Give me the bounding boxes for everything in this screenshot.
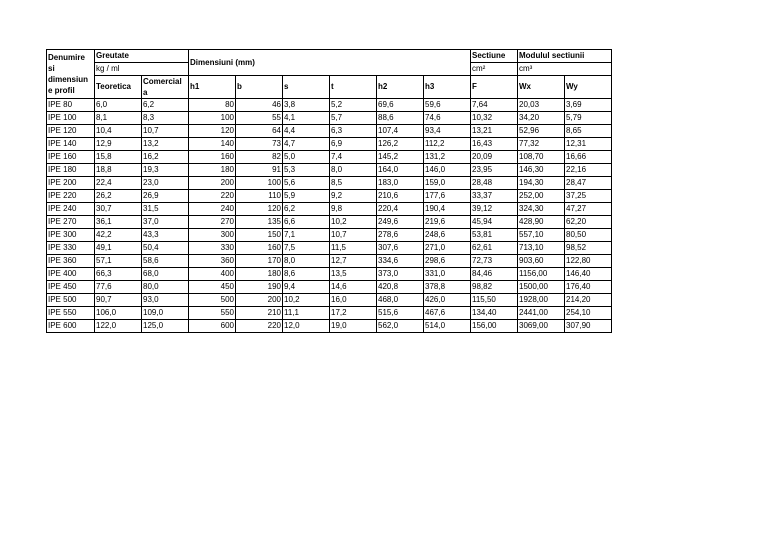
- table-cell: 15,8: [95, 151, 142, 164]
- table-cell: 80,0: [142, 281, 189, 294]
- table-cell: 100: [236, 177, 283, 190]
- table-cell: 220,4: [377, 203, 424, 216]
- table-cell: 59,6: [424, 99, 471, 112]
- table-cell: 68,0: [142, 268, 189, 281]
- table-cell: 3069,00: [518, 320, 565, 333]
- table-cell: 514,0: [424, 320, 471, 333]
- table-cell: 16,43: [471, 138, 518, 151]
- table-row: [47, 216, 612, 229]
- table-cell: 159,0: [424, 177, 471, 190]
- table-cell: 183,0: [377, 177, 424, 190]
- table-cell: IPE 400: [47, 268, 95, 281]
- table-cell: 7,64: [471, 99, 518, 112]
- table-cell: 112,2: [424, 138, 471, 151]
- table-row: [47, 203, 612, 216]
- table-cell: 450: [189, 281, 236, 294]
- table-cell: 12,9: [95, 138, 142, 151]
- table-cell: 73: [236, 138, 283, 151]
- table-cell: 80,50: [565, 229, 612, 242]
- table-cell: 36,1: [95, 216, 142, 229]
- table-row: [47, 242, 612, 255]
- table-cell: 331,0: [424, 268, 471, 281]
- table-cell: 177,6: [424, 190, 471, 203]
- table-cell: 13,2: [142, 138, 189, 151]
- table-cell: 468,0: [377, 294, 424, 307]
- table-cell: IPE 600: [47, 320, 95, 333]
- table-cell: 16,66: [565, 151, 612, 164]
- table-cell: 8,0: [330, 164, 377, 177]
- table-row: [47, 164, 612, 177]
- table-cell: 11,1: [283, 307, 330, 320]
- table-cell: 134,40: [471, 307, 518, 320]
- table-cell: 467,6: [424, 307, 471, 320]
- table-cell: 12,7: [330, 255, 377, 268]
- table-cell: 9,2: [330, 190, 377, 203]
- table-cell: 115,50: [471, 294, 518, 307]
- table-cell: 4,1: [283, 112, 330, 125]
- table-cell: 6,0: [95, 99, 142, 112]
- table-cell: 45,94: [471, 216, 518, 229]
- table-cell: IPE 300: [47, 229, 95, 242]
- table-cell: 10,4: [95, 125, 142, 138]
- table-cell: 220: [236, 320, 283, 333]
- table-cell: 43,3: [142, 229, 189, 242]
- header-F: F: [471, 76, 518, 99]
- table-cell: 249,6: [377, 216, 424, 229]
- table-cell: 515,6: [377, 307, 424, 320]
- table-cell: 31,5: [142, 203, 189, 216]
- table-cell: 11,5: [330, 242, 377, 255]
- table-cell: 14,6: [330, 281, 377, 294]
- table-cell: 4,4: [283, 125, 330, 138]
- header-greutate: Greutate: [95, 50, 189, 63]
- table-cell: 557,10: [518, 229, 565, 242]
- table-cell: 5,3: [283, 164, 330, 177]
- table-cell: IPE 140: [47, 138, 95, 151]
- table-cell: IPE 220: [47, 190, 95, 203]
- table-cell: 210: [236, 307, 283, 320]
- table-cell: 140: [189, 138, 236, 151]
- table-cell: 160: [236, 242, 283, 255]
- table-cell: 5,9: [283, 190, 330, 203]
- table-cell: 5,0: [283, 151, 330, 164]
- table-cell: 1928,00: [518, 294, 565, 307]
- table-cell: 57,1: [95, 255, 142, 268]
- table-cell: 4,7: [283, 138, 330, 151]
- table-cell: 23,95: [471, 164, 518, 177]
- table-cell: 6,6: [283, 216, 330, 229]
- table-cell: IPE 270: [47, 216, 95, 229]
- table-cell: IPE 330: [47, 242, 95, 255]
- table-cell: 53,81: [471, 229, 518, 242]
- table-cell: 88,6: [377, 112, 424, 125]
- table-cell: 330: [189, 242, 236, 255]
- table-cell: 91: [236, 164, 283, 177]
- table-row: [47, 281, 612, 294]
- table-cell: 77,6: [95, 281, 142, 294]
- table-row: [47, 125, 612, 138]
- header-h2: h2: [377, 76, 424, 99]
- header-modulul: Modulul sectiunii: [518, 50, 612, 63]
- table-cell: 12,0: [283, 320, 330, 333]
- table-cell: IPE 160: [47, 151, 95, 164]
- table-cell: 120: [189, 125, 236, 138]
- table-cell: 84,46: [471, 268, 518, 281]
- table-cell: 30,7: [95, 203, 142, 216]
- table-cell: 146,0: [424, 164, 471, 177]
- table-cell: 10,2: [283, 294, 330, 307]
- table-cell: 17,2: [330, 307, 377, 320]
- header-greutate-unit: kg / ml: [95, 63, 189, 76]
- table-cell: 5,2: [330, 99, 377, 112]
- table-cell: 1500,00: [518, 281, 565, 294]
- table-cell: 600: [189, 320, 236, 333]
- table-cell: 271,0: [424, 242, 471, 255]
- header-h1: h1: [189, 76, 236, 99]
- table-cell: 62,20: [565, 216, 612, 229]
- table-cell: IPE 240: [47, 203, 95, 216]
- table-cell: 52,96: [518, 125, 565, 138]
- table-cell: 93,0: [142, 294, 189, 307]
- table-cell: 120: [236, 203, 283, 216]
- table-cell: 6,2: [283, 203, 330, 216]
- header-sectiune: Sectiune: [471, 50, 518, 63]
- table-cell: IPE 450: [47, 281, 95, 294]
- table-cell: 50,4: [142, 242, 189, 255]
- table-row: [47, 320, 612, 333]
- table-cell: 550: [189, 307, 236, 320]
- table-cell: 10,32: [471, 112, 518, 125]
- table-cell: 252,00: [518, 190, 565, 203]
- table-cell: 8,3: [142, 112, 189, 125]
- table-cell: 106,0: [95, 307, 142, 320]
- header-teoretica: Teoretica: [95, 76, 142, 99]
- table-cell: 10,7: [142, 125, 189, 138]
- table-cell: 72,73: [471, 255, 518, 268]
- table-cell: 6,9: [330, 138, 377, 151]
- table-cell: 12,31: [565, 138, 612, 151]
- table-cell: 23,0: [142, 177, 189, 190]
- table-cell: 26,9: [142, 190, 189, 203]
- header-sectiune-unit: cm²: [471, 63, 518, 76]
- table-cell: 200: [236, 294, 283, 307]
- table-cell: 2441,00: [518, 307, 565, 320]
- table-cell: 125,0: [142, 320, 189, 333]
- table-cell: 28,47: [565, 177, 612, 190]
- table-cell: 135: [236, 216, 283, 229]
- table-cell: 164,0: [377, 164, 424, 177]
- table-cell: 713,10: [518, 242, 565, 255]
- table-cell: 150: [236, 229, 283, 242]
- table-cell: 20,03: [518, 99, 565, 112]
- table-cell: 160: [189, 151, 236, 164]
- table-cell: 180: [189, 164, 236, 177]
- header-row-1: [47, 50, 612, 63]
- table-cell: 10,2: [330, 216, 377, 229]
- header-denumire: Denumire si dimensiun e profil: [47, 50, 95, 99]
- table-cell: 210,6: [377, 190, 424, 203]
- table-cell: 8,0: [283, 255, 330, 268]
- table-cell: 22,16: [565, 164, 612, 177]
- header-row-3: [47, 76, 612, 99]
- table-cell: 77,32: [518, 138, 565, 151]
- table-cell: 426,0: [424, 294, 471, 307]
- table-cell: 110: [236, 190, 283, 203]
- table-cell: 8,6: [283, 268, 330, 281]
- table-cell: 254,10: [565, 307, 612, 320]
- table-cell: 278,6: [377, 229, 424, 242]
- table-cell: 373,0: [377, 268, 424, 281]
- table-cell: 33,37: [471, 190, 518, 203]
- table-cell: 240: [189, 203, 236, 216]
- table-cell: IPE 360: [47, 255, 95, 268]
- table-cell: 1156,00: [518, 268, 565, 281]
- table-cell: 100: [189, 112, 236, 125]
- table-cell: 5,7: [330, 112, 377, 125]
- table-row: [47, 255, 612, 268]
- table-cell: 93,4: [424, 125, 471, 138]
- table-row: [47, 229, 612, 242]
- table-cell: 10,7: [330, 229, 377, 242]
- table-cell: 18,8: [95, 164, 142, 177]
- table-cell: 420,8: [377, 281, 424, 294]
- table-cell: 13,5: [330, 268, 377, 281]
- table-cell: 5,6: [283, 177, 330, 190]
- header-modulul-unit: cm³: [518, 63, 612, 76]
- header-h3: h3: [424, 76, 471, 99]
- table-row: [47, 294, 612, 307]
- table-cell: 7,1: [283, 229, 330, 242]
- table-cell: 20,09: [471, 151, 518, 164]
- table-cell: 98,52: [565, 242, 612, 255]
- header-comerciala: Comercial a: [142, 76, 189, 99]
- table-cell: 13,21: [471, 125, 518, 138]
- table-row: [47, 112, 612, 125]
- table-cell: 122,0: [95, 320, 142, 333]
- table-cell: 360: [189, 255, 236, 268]
- table-cell: 64: [236, 125, 283, 138]
- table-cell: 37,25: [565, 190, 612, 203]
- table-cell: 220: [189, 190, 236, 203]
- table-cell: 34,20: [518, 112, 565, 125]
- table-cell: 46: [236, 99, 283, 112]
- table-cell: 26,2: [95, 190, 142, 203]
- table-cell: 7,4: [330, 151, 377, 164]
- table-cell: 122,80: [565, 255, 612, 268]
- table-row: [47, 190, 612, 203]
- table-cell: 80: [189, 99, 236, 112]
- table-cell: 8,1: [95, 112, 142, 125]
- table-cell: 156,00: [471, 320, 518, 333]
- table-cell: 378,8: [424, 281, 471, 294]
- table-cell: 5,79: [565, 112, 612, 125]
- table-row: [47, 138, 612, 151]
- table-cell: IPE 120: [47, 125, 95, 138]
- table-cell: 176,40: [565, 281, 612, 294]
- table-cell: 214,20: [565, 294, 612, 307]
- table-cell: 9,4: [283, 281, 330, 294]
- table-cell: 903,60: [518, 255, 565, 268]
- table-cell: 108,70: [518, 151, 565, 164]
- header-b: b: [236, 76, 283, 99]
- table-cell: IPE 80: [47, 99, 95, 112]
- table-cell: 146,40: [565, 268, 612, 281]
- table-cell: 428,90: [518, 216, 565, 229]
- table-cell: 145,2: [377, 151, 424, 164]
- table-cell: 300: [189, 229, 236, 242]
- table-cell: 3,8: [283, 99, 330, 112]
- table-cell: 126,2: [377, 138, 424, 151]
- header-dimensiuni: Dimensiuni (mm): [189, 50, 471, 76]
- table-cell: IPE 500: [47, 294, 95, 307]
- header-t: t: [330, 76, 377, 99]
- table-cell: 324,30: [518, 203, 565, 216]
- table-cell: 90,7: [95, 294, 142, 307]
- table-cell: 270: [189, 216, 236, 229]
- table-cell: 16,0: [330, 294, 377, 307]
- table-cell: IPE 100: [47, 112, 95, 125]
- table-cell: 298,6: [424, 255, 471, 268]
- table-cell: 62,61: [471, 242, 518, 255]
- table-row: [47, 307, 612, 320]
- table-cell: IPE 200: [47, 177, 95, 190]
- table-cell: 307,6: [377, 242, 424, 255]
- header-Wx: Wx: [518, 76, 565, 99]
- table-cell: 131,2: [424, 151, 471, 164]
- table-cell: 219,6: [424, 216, 471, 229]
- table-cell: 22,4: [95, 177, 142, 190]
- table-row: [47, 268, 612, 281]
- header-s: s: [283, 76, 330, 99]
- table-cell: 500: [189, 294, 236, 307]
- table-cell: 69,6: [377, 99, 424, 112]
- table-cell: 248,6: [424, 229, 471, 242]
- table-cell: 146,30: [518, 164, 565, 177]
- table-cell: 6,2: [142, 99, 189, 112]
- table-cell: 49,1: [95, 242, 142, 255]
- table-cell: 19,3: [142, 164, 189, 177]
- table-cell: IPE 550: [47, 307, 95, 320]
- table-cell: 400: [189, 268, 236, 281]
- table-cell: IPE 180: [47, 164, 95, 177]
- table-cell: 190: [236, 281, 283, 294]
- table-cell: 107,4: [377, 125, 424, 138]
- table-cell: 82: [236, 151, 283, 164]
- table-cell: 307,90: [565, 320, 612, 333]
- table-cell: 39,12: [471, 203, 518, 216]
- table-cell: 9,8: [330, 203, 377, 216]
- table-cell: 37,0: [142, 216, 189, 229]
- table-cell: 109,0: [142, 307, 189, 320]
- table-cell: 334,6: [377, 255, 424, 268]
- table-cell: 3,69: [565, 99, 612, 112]
- table-cell: 180: [236, 268, 283, 281]
- table-cell: 74,6: [424, 112, 471, 125]
- table-cell: 58,6: [142, 255, 189, 268]
- table-cell: 562,0: [377, 320, 424, 333]
- table-cell: 6,3: [330, 125, 377, 138]
- table-cell: 16,2: [142, 151, 189, 164]
- table-row: [47, 177, 612, 190]
- table-cell: 42,2: [95, 229, 142, 242]
- table-cell: 47,27: [565, 203, 612, 216]
- table-cell: 66,3: [95, 268, 142, 281]
- table-cell: 7,5: [283, 242, 330, 255]
- table-cell: 98,82: [471, 281, 518, 294]
- table-row: [47, 99, 612, 112]
- table-cell: 19,0: [330, 320, 377, 333]
- table-cell: 8,65: [565, 125, 612, 138]
- table-cell: 200: [189, 177, 236, 190]
- table-cell: 55: [236, 112, 283, 125]
- table-cell: 190,4: [424, 203, 471, 216]
- header-Wy: Wy: [565, 76, 612, 99]
- table-row: [47, 151, 612, 164]
- table-cell: 8,5: [330, 177, 377, 190]
- table-cell: 28,48: [471, 177, 518, 190]
- table-cell: 170: [236, 255, 283, 268]
- table-cell: 194,30: [518, 177, 565, 190]
- ipe-profile-table: [46, 49, 612, 333]
